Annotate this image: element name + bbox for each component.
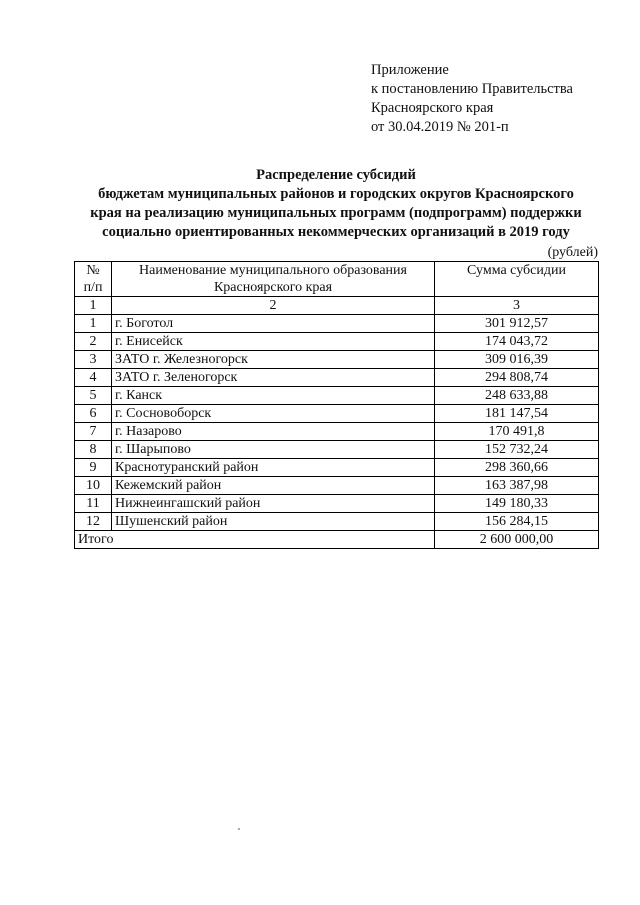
- row-num: 7: [75, 423, 112, 441]
- row-sum: 294 808,74: [435, 369, 599, 387]
- row-sum: 156 284,15: [435, 513, 599, 531]
- row-num: 8: [75, 441, 112, 459]
- total-row: [75, 531, 599, 549]
- column-number-2: 2: [112, 297, 435, 315]
- row-sum: 181 147,54: [435, 405, 599, 423]
- table-row: [75, 441, 599, 459]
- row-sum: 309 016,39: [435, 351, 599, 369]
- header-num-line-1: №: [86, 263, 100, 278]
- row-name: Краснотуранский район: [112, 459, 435, 477]
- header-sum: Сумма субсидии: [435, 262, 599, 297]
- table-row: [75, 513, 599, 531]
- header-name-line-1: Наименование муниципального образования: [139, 263, 407, 278]
- table-row: [75, 405, 599, 423]
- row-sum: 174 043,72: [435, 333, 599, 351]
- subsidy-table: [74, 261, 599, 549]
- table-row: [75, 387, 599, 405]
- row-name: Нижнеингашский район: [112, 495, 435, 513]
- header-name: [112, 262, 435, 297]
- row-num: 12: [75, 513, 112, 531]
- row-name: г. Енисейск: [112, 333, 435, 351]
- annex-block: [371, 61, 573, 137]
- row-sum: 163 387,98: [435, 477, 599, 495]
- annex-line-3: Красноярского края: [371, 100, 494, 116]
- column-number-row: [75, 297, 599, 315]
- row-name: Шушенский район: [112, 513, 435, 531]
- row-num: 4: [75, 369, 112, 387]
- row-sum: 152 732,24: [435, 441, 599, 459]
- table-row: [75, 369, 599, 387]
- row-name: г. Назарово: [112, 423, 435, 441]
- row-name: Кежемский район: [112, 477, 435, 495]
- row-name: г. Боготол: [112, 315, 435, 333]
- row-num: 11: [75, 495, 112, 513]
- annex-line-1: Приложение: [371, 62, 449, 78]
- total-sum: 2 600 000,00: [435, 531, 599, 549]
- header-num: [75, 262, 112, 297]
- total-label: Итого: [75, 531, 435, 549]
- row-num: 3: [75, 351, 112, 369]
- table-row: [75, 351, 599, 369]
- units-label: (рублей): [547, 245, 598, 260]
- table-row: [75, 315, 599, 333]
- title-line-2: бюджетам муниципальных районов и городских округов Красноярского: [98, 186, 574, 202]
- row-num: 10: [75, 477, 112, 495]
- column-number-3: 3: [435, 297, 599, 315]
- table-row: [75, 459, 599, 477]
- row-name: г. Шарыпово: [112, 441, 435, 459]
- row-num: 2: [75, 333, 112, 351]
- title-line-1: Распределение субсидий: [256, 167, 416, 183]
- row-name: г. Канск: [112, 387, 435, 405]
- annex-line-4: от 30.04.2019 № 201-п: [371, 119, 509, 135]
- title-line-3: края на реализацию муниципальных программ (подпрограмм) поддержки: [90, 205, 582, 221]
- row-sum: 149 180,33: [435, 495, 599, 513]
- row-name: ЗАТО г. Железногорск: [112, 351, 435, 369]
- row-num: 9: [75, 459, 112, 477]
- row-name: г. Сосновоборск: [112, 405, 435, 423]
- table-row: [75, 477, 599, 495]
- row-num: 5: [75, 387, 112, 405]
- table-row: [75, 423, 599, 441]
- column-number-1: 1: [75, 297, 112, 315]
- table-header-row: [75, 262, 599, 297]
- row-name: ЗАТО г. Зеленогорск: [112, 369, 435, 387]
- row-sum: 301 912,57: [435, 315, 599, 333]
- row-sum: 170 491,8: [435, 423, 599, 441]
- row-num: 1: [75, 315, 112, 333]
- table-row: [75, 495, 599, 513]
- table-row: [75, 333, 599, 351]
- annex-line-2: к постановлению Правительства: [371, 81, 573, 97]
- document-title: [74, 166, 598, 242]
- title-line-4: социально ориентированных некоммерческих организаций в 2019 году: [102, 224, 570, 240]
- header-num-line-2: п/п: [83, 280, 103, 295]
- row-num: 6: [75, 405, 112, 423]
- row-sum: 298 360,66: [435, 459, 599, 477]
- header-name-line-2: Красноярского края: [213, 280, 333, 295]
- scan-speck: [238, 828, 240, 830]
- row-sum: 248 633,88: [435, 387, 599, 405]
